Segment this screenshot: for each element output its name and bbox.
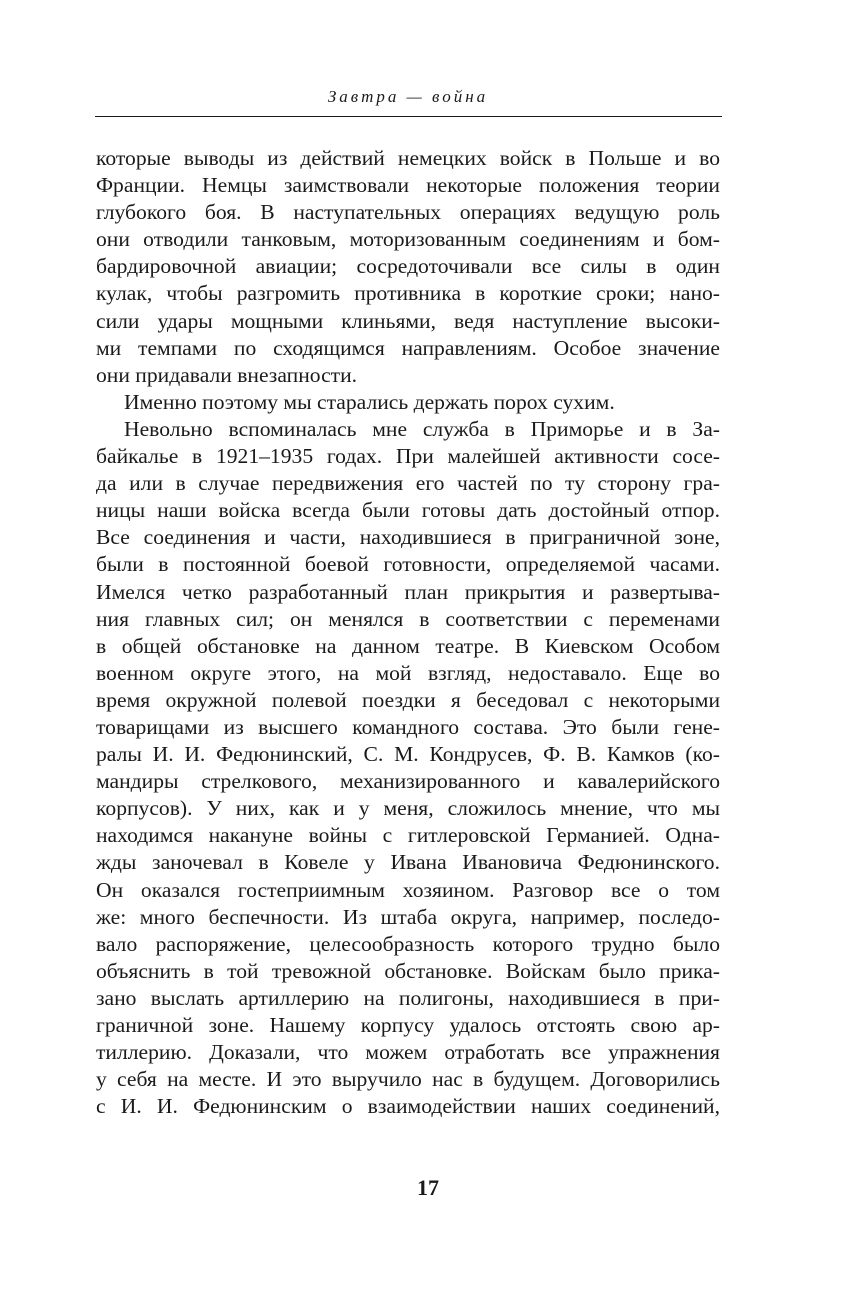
text-line: были в постоянной боевой готовности, определяемой часами. xyxy=(96,552,720,577)
text-line: Все соединения и части, находившиеся в приграничной зоне, xyxy=(96,525,720,550)
text-line: зано выслать артиллерию на полигоны, находившиеся в при- xyxy=(96,985,720,1010)
text-line: ралы И. И. Федюнинский, С. М. Кондрусев, Ф. В. Камков (ко- xyxy=(96,742,720,767)
text-line: товарищами из высшего командного состава. Это были гене- xyxy=(96,714,720,739)
text-line: они отводили танковым, моторизованным соединениям и бом- xyxy=(96,227,720,252)
text-line: тиллерию. Доказали, что можем отработать все упражнения xyxy=(96,1040,720,1065)
page-number: 17 xyxy=(417,1175,439,1200)
text-line: же: много беспечности. Из штаба округа, например, последо- xyxy=(96,904,720,929)
text-line: мандиры стрелкового, механизированного и кавалерийского xyxy=(96,769,720,794)
text-line: ми темпами по сходящимся направлениям. Особое значение xyxy=(96,335,720,360)
text-line: Именно поэтому мы старались держать порох сухим. xyxy=(124,389,615,414)
text-line: с И. И. Федюнинским о взаимодействии наших соединений, xyxy=(96,1094,720,1119)
text-line: Франции. Немцы заимствовали некоторые положения теории xyxy=(96,173,720,198)
body-text xyxy=(96,145,720,1120)
text-line: вало распоряжение, целесообразность которого трудно было xyxy=(96,931,720,956)
text-line: находимся накануне войны с гитлеровской Германией. Одна- xyxy=(96,823,720,848)
text-line: Невольно вспоминалась мне служба в Приморье и в За- xyxy=(124,416,720,441)
running-head: Завтра — война xyxy=(327,87,489,106)
text-line: время окружной полевой поездки я беседовал с некоторыми xyxy=(96,687,720,712)
text-line: глубокого боя. В наступательных операциях ведущую роль xyxy=(96,200,720,225)
text-line: кулак, чтобы разгромить противника в короткие сроки; нано- xyxy=(96,281,720,306)
text-line: граничной зоне. Нашему корпусу удалось отстоять свою ар- xyxy=(96,1013,720,1037)
text-line: Он оказался гостеприимным хозяином. Разговор все о том xyxy=(96,877,720,902)
text-line: байкалье в 1921–1935 годах. При малейшей активности сосе- xyxy=(96,444,720,469)
text-line: да или в случае передвижения его частей по ту сторону гра- xyxy=(96,471,720,496)
text-line: они придавали внезапности. xyxy=(96,362,358,387)
text-line: у себя на месте. И это выручило нас в будущем. Договорились xyxy=(96,1067,720,1092)
header-rule xyxy=(95,116,722,117)
text-line: бардировочной авиации; сосредоточивали все силы в один xyxy=(96,254,720,279)
text-line: объяснить в той тревожной обстановке. Войскам было прика- xyxy=(96,958,720,983)
text-line: жды заночевал в Ковеле у Ивана Ивановича Федюнинского. xyxy=(96,850,720,875)
text-line: корпусов). У них, как и у меня, сложилось мнение, что мы xyxy=(96,796,720,821)
text-line: ния главных сил; он менялся в соответствии с переменами xyxy=(96,606,720,631)
text-line: сили удары мощными клиньями, ведя наступление высоки- xyxy=(96,308,720,333)
text-line: военном округе этого, на мой взгляд, недоставало. Еще во xyxy=(96,660,720,685)
text-line: которые выводы из действий немецких войск в Польше и во xyxy=(96,146,720,170)
text-line: Имелся четко разработанный план прикрытия и развертыва- xyxy=(96,579,720,604)
text-line: в общей обстановке на данном театре. В Киевском Особом xyxy=(96,633,720,658)
text-line: ницы наши войска всегда были готовы дать достойный отпор. xyxy=(96,498,720,523)
